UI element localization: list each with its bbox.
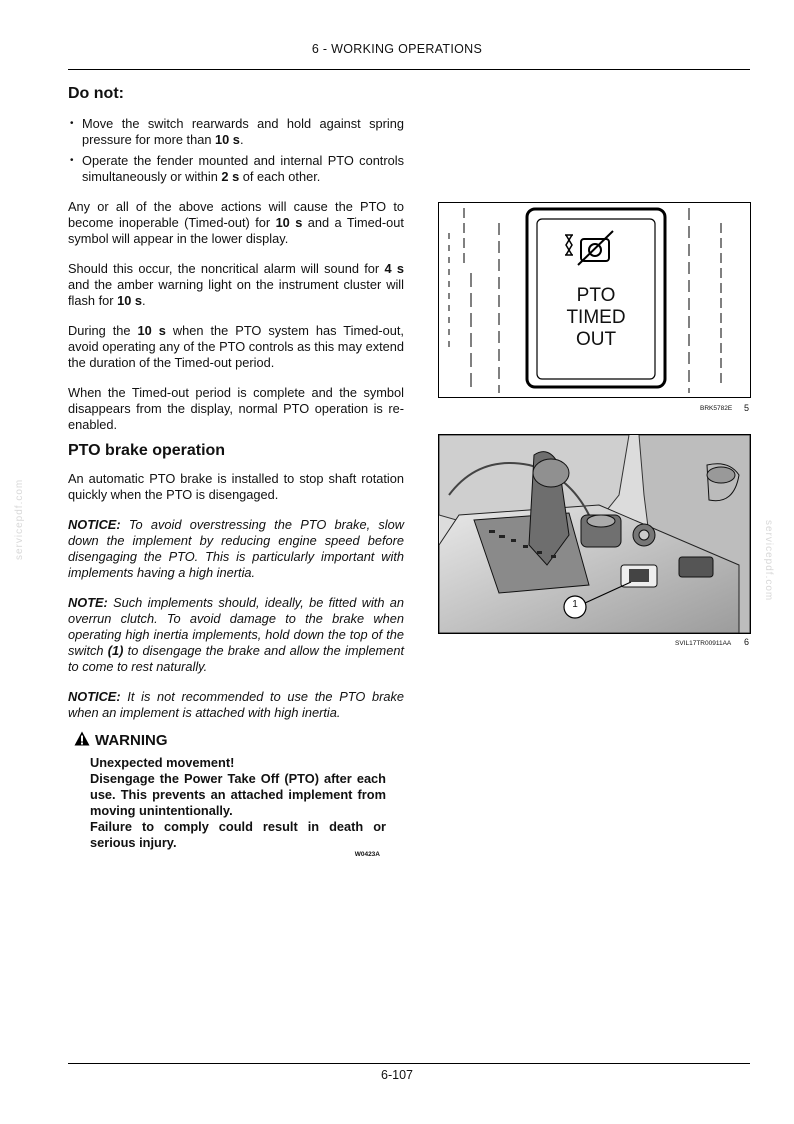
display-text [537, 285, 655, 351]
do-not-list [68, 116, 404, 185]
header-rule [68, 69, 750, 70]
warning-text [90, 755, 386, 851]
watermark-left: servicepdf.com [14, 478, 25, 560]
warning-line: Failure to comply could result in death or serious injury. [90, 819, 386, 850]
display-line: OUT [575, 329, 617, 350]
figure-pto-timed-out [438, 202, 751, 398]
warning-line: Disengage the Power Take Off (PTO) after each use. This prevents an attached implement from moving unintentionally. [90, 771, 386, 818]
notice: NOTICE: It is not recommended to use the PTO brake when an implement is attached with high inertia. [68, 689, 404, 720]
figure-5-code: BRK5782E [700, 405, 733, 412]
warning-line: Unexpected movement! [90, 755, 235, 770]
figure-6-illustration [439, 435, 750, 633]
display-line: PTO [576, 285, 616, 306]
brake-heading: PTO brake operation [68, 442, 226, 459]
warning-heading [74, 731, 404, 750]
notice: NOTICE: To avoid overstressing the PTO brake, slow down the implement by reducing engine speed before disengaging the PTO. This is particularly important with implements having a high inertia. [68, 517, 404, 580]
paragraph: When the Timed-out period is complete and the symbol disappears from the display, normal PTO operation is re-enabled. [68, 385, 404, 432]
figure-5-number: 5 [744, 403, 750, 413]
figure-pto-switch [438, 434, 751, 634]
do-not-heading: Do not: [68, 85, 124, 102]
paragraph: Any or all of the above actions will cause the PTO to become inoperable (Timed-out) for 10 s and a Timed-out symbol will appear in the lower display. [68, 199, 404, 246]
figure-6-number: 6 [744, 637, 750, 647]
figure-6-code: SVIL17TR00911AA [675, 640, 732, 647]
note: NOTE: Such implements should, ideally, be fitted with an overrun clutch. To avoid damage to the brake when operating high inertia implements, hold down the top of the switch (1) to disengage the brake and allow the implement to come to rest naturally. [68, 595, 405, 674]
footer-rule [68, 1063, 750, 1064]
paragraph: An automatic PTO brake is installed to stop shaft rotation quickly when the PTO is disengaged. [68, 471, 404, 502]
page-number: 6-107 [381, 1068, 413, 1082]
callout-label: 1 [572, 599, 578, 610]
warning-box [74, 731, 404, 863]
watermark-right: servicepdf.com [763, 520, 774, 602]
display-line: TIMED [566, 307, 626, 328]
left-column [68, 86, 404, 863]
warning-title: WARNING [95, 731, 168, 749]
paragraph: Should this occur, the noncritical alarm will sound for 4 s and the amber warning light on the instrument cluster will flash for 10 s. [68, 261, 404, 308]
list-item: • Operate the fender mounted and internal PTO controls simultaneously or within 2 s of each other. [70, 153, 404, 184]
warning-code: W0423A [354, 851, 380, 858]
warning-triangle-icon [74, 731, 90, 750]
paragraph: During the 10 s when the PTO system has Timed-out, avoid operating any of the PTO controls as this may extend the duration of the Timed-out period. [68, 323, 404, 370]
pto-timed-out-icon [561, 229, 623, 274]
section-header: 6 - WORKING OPERATIONS [311, 42, 483, 56]
list-item: • Move the switch rearwards and hold against spring pressure for more than 10 s. [70, 116, 404, 147]
